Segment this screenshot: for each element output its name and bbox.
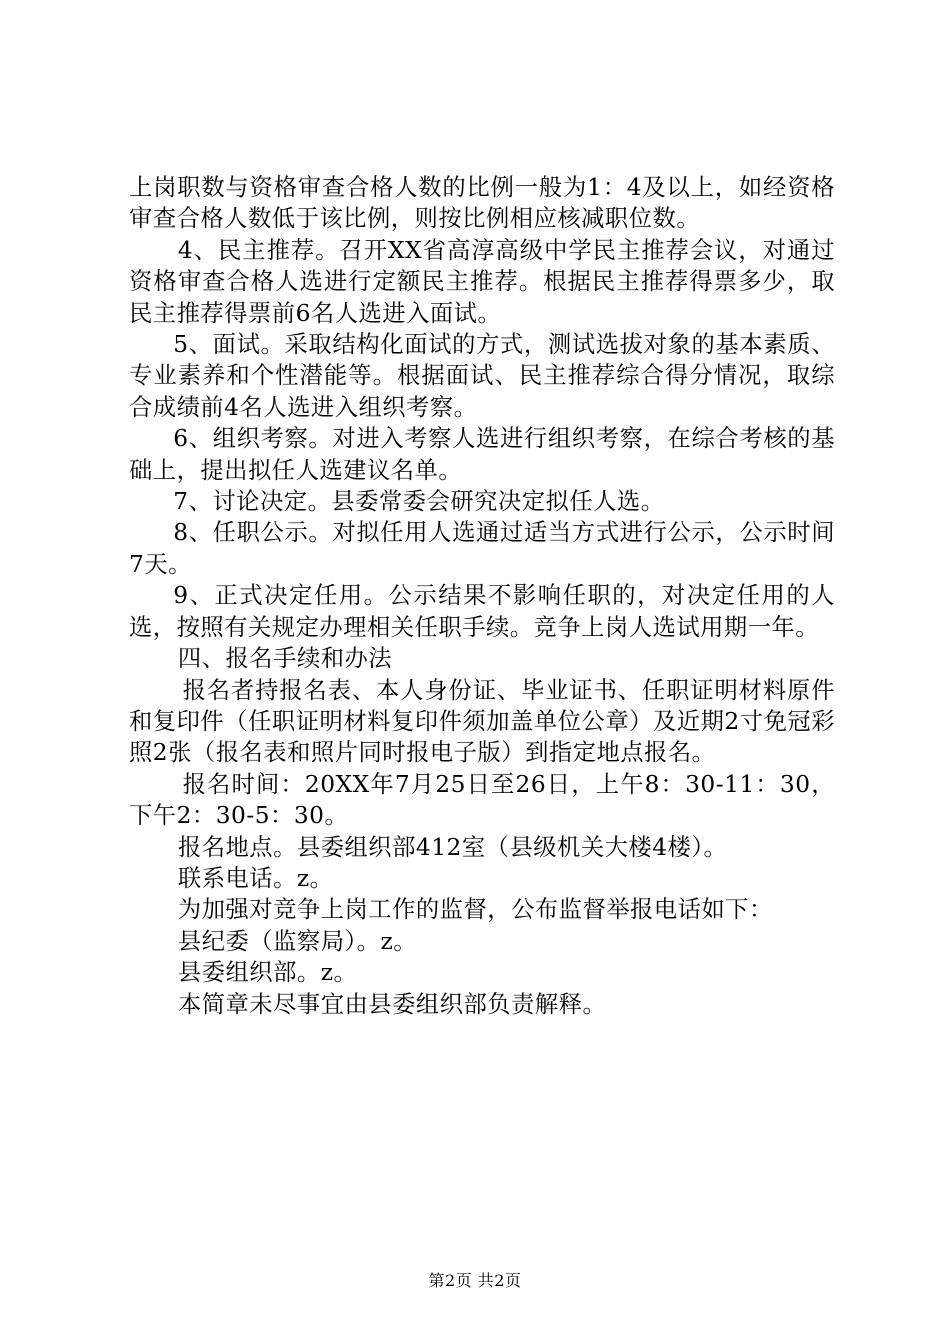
paragraph-discipline-committee: 县纪委（监察局）。z。 bbox=[177, 927, 418, 955]
paragraph-interview: 5、面试。采取结构化面试的方式，测试选拔对象的基本素质、专业素养和个性潜能等。根据面试、民主推荐综合得分情况，取综合成绩前4名人选进入组织考察。 bbox=[129, 331, 835, 421]
paragraph-ratio-rule: 上岗职数与资格审查合格人数的比例一般为1：4及以上，如经资格审查合格人数低于该比例，则按比例相应核减职位数。 bbox=[129, 174, 835, 233]
paragraph-interpretation: 本简章未尽事宜由县委组织部负责解释。 bbox=[177, 990, 607, 1018]
section-heading-registration: 四、报名手续和办法 bbox=[177, 645, 393, 673]
document-body bbox=[129, 172, 835, 1020]
paragraph-contact-phone: 联系电话。z。 bbox=[177, 864, 334, 892]
paragraph-democratic-recommendation: 4、民主推荐。召开XX省高淳高级中学民主推荐会议，对通过资格审查合格人选进行定额民主推荐。根据民主推荐得票多少，取民主推荐得票前6名人选进入面试。 bbox=[129, 236, 835, 327]
paragraph-discussion-decision: 7、讨论决定。县委常委会研究决定拟任人选。 bbox=[173, 488, 665, 516]
paragraph-registration-time: 报名时间：20XX年7月25日至26日，上午8：30-11：30，下午2：30-5：30。 bbox=[129, 770, 835, 830]
paragraph-registration-materials: 报名者持报名表、本人身份证、毕业证书、任职证明材料原件和复印件（任职证明材料复印件须加盖单位公章）及近期2寸免冠彩照2张（报名表和照片同时报电子版）到指定地点报名。 bbox=[129, 676, 835, 767]
paragraph-registration-location: 报名地点。县委组织部412室（县级机关大楼4楼）。 bbox=[177, 833, 728, 861]
paragraph-public-notice: 8、任职公示。对拟任用人选通过适当方式进行公示，公示时间7天。 bbox=[129, 519, 835, 578]
page-number: 第2页 共2页 bbox=[428, 1271, 522, 1290]
paragraph-organizational-inspection: 6、组织考察。对进入考察人选进行组织考察，在综合考核的基础上，提出拟任人选建议名单。 bbox=[129, 425, 835, 484]
paragraph-formal-appointment: 9、正式决定任用。公示结果不影响任职的，对决定任用的人选，按照有关规定办理相关任职手续。竞争上岗人选试用期一年。 bbox=[129, 582, 835, 641]
paragraph-organization-department: 县委组织部。z。 bbox=[177, 959, 358, 987]
paragraph-supervision-intro: 为加强对竞争上岗工作的监督，公布监督举报电话如下： bbox=[177, 896, 773, 924]
